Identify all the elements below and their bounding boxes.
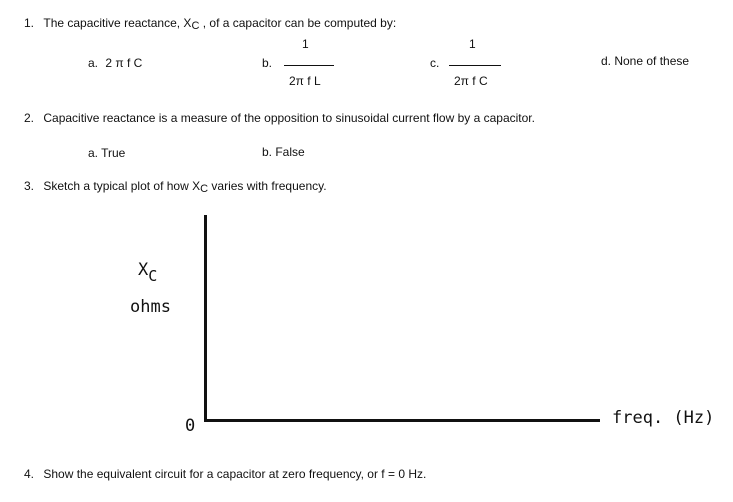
- q1-option-b-numerator: 1: [302, 37, 309, 51]
- q2-number: 2.: [24, 111, 35, 125]
- q1-option-a-formula: 2 π f C: [105, 56, 143, 70]
- plot-origin-label: 0: [185, 416, 196, 436]
- q1-option-b-fraction-bar: [284, 65, 334, 66]
- q3-text-start: Sketch a typical plot of how X: [43, 179, 201, 193]
- q2-text: Capacitive reactance is a measure of the opposition to sinusoidal current flow by a capacitor.: [43, 111, 535, 125]
- q1-option-b-denominator: 2π f L: [289, 74, 321, 88]
- q1-option-c-numerator: 1: [469, 37, 476, 51]
- plot-y-label-sub: C: [148, 267, 158, 285]
- q2-option-b: b. False: [262, 145, 305, 159]
- q1-option-c-label: c.: [430, 56, 440, 70]
- plot-y-label-symbol: [138, 260, 158, 285]
- plot-x-axis: [204, 419, 600, 422]
- question-2: [24, 111, 535, 125]
- question-1: [24, 16, 396, 31]
- q1-option-c-denominator: 2π f C: [454, 74, 488, 88]
- q1-text-start: The capacitive reactance, X: [43, 16, 192, 30]
- q1-subscript: C: [191, 20, 200, 32]
- q1-option-a-label: a.: [88, 56, 99, 70]
- plot-x-label: freq. (Hz): [612, 408, 715, 428]
- q1-option-d: d. None of these: [601, 54, 690, 68]
- q3-text-end: varies with frequency.: [208, 179, 327, 193]
- q4-number: 4.: [24, 467, 35, 481]
- q3-subscript: C: [200, 183, 209, 195]
- q4-text: Show the equivalent circuit for a capacitor at zero frequency, or f = 0 Hz.: [43, 467, 427, 481]
- q3-number: 3.: [24, 179, 35, 193]
- plot-y-label-main: X: [138, 260, 149, 280]
- q1-text-end: , of a capacitor can be computed by:: [199, 16, 397, 30]
- q1-option-c-fraction-bar: [449, 65, 501, 66]
- q1-number: 1.: [24, 16, 35, 30]
- q2-option-a: a. True: [88, 146, 126, 160]
- plot-y-units: ohms: [130, 297, 171, 317]
- plot-y-axis: [204, 215, 207, 422]
- question-4: [24, 467, 426, 481]
- question-3: [24, 179, 327, 194]
- q1-option-b-label: b.: [262, 56, 273, 70]
- q1-option-a: [88, 56, 142, 70]
